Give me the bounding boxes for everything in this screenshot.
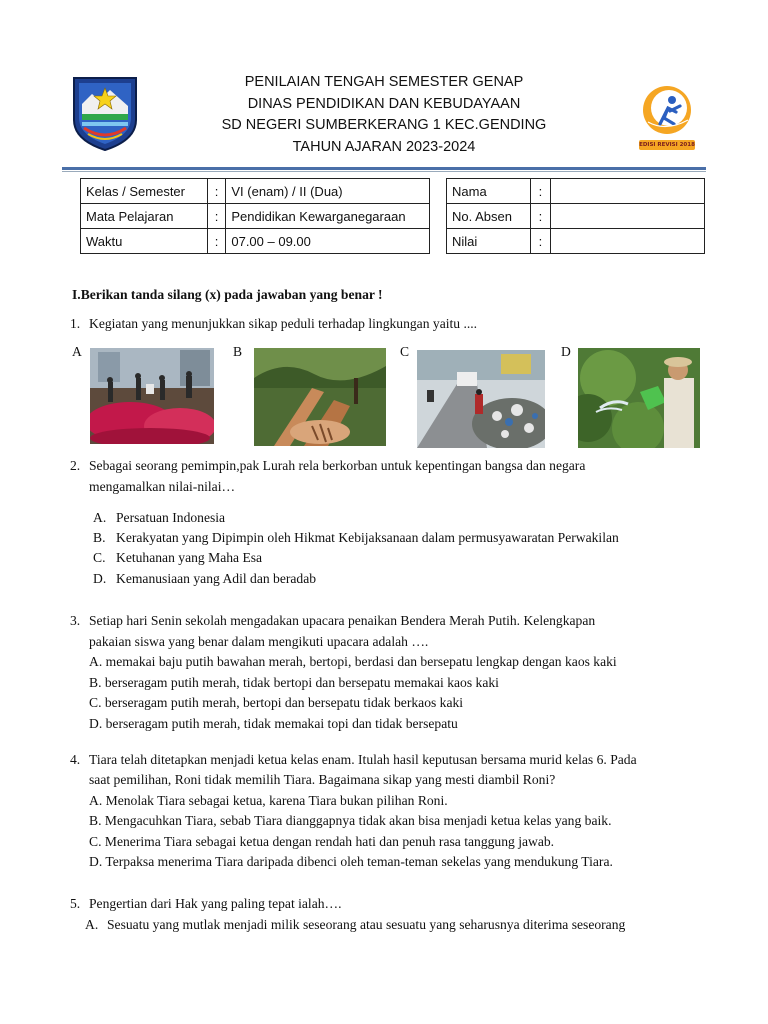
q3-option-c[interactable]: C. berseragam putih merah, bertopi dan bersepatu tidak berkaos kaki bbox=[89, 695, 464, 710]
info-label: Mata Pelajaran bbox=[81, 204, 208, 229]
q2-option-b-letter[interactable]: B. bbox=[93, 530, 106, 545]
edisi-revisi-badge: EDISI REVISI 2018 bbox=[639, 142, 695, 148]
header-line-2: DINAS PENDIDIKAN DAN KEBUDAYAAN bbox=[247, 95, 521, 112]
info-row-nama bbox=[447, 179, 705, 204]
q2-option-b[interactable]: Kerakyatan yang Dipimpin oleh Hikmat Kebijaksanaan dalam permusyawaratan Perwakilan bbox=[116, 530, 619, 545]
kurikulum-logo bbox=[636, 84, 698, 154]
student-info-table-right bbox=[446, 178, 705, 254]
q2-option-a[interactable]: Persatuan Indonesia bbox=[116, 510, 226, 525]
q3-number: 3. bbox=[70, 613, 81, 628]
q3-line-2: pakaian siswa yang benar dalam mengikuti upacara adalah …. bbox=[89, 634, 429, 649]
q3-option-a[interactable]: A. memakai baju putih bawahan merah, bertopi, berdasi dan bersepatu lengkap dengan kaos kaki bbox=[89, 654, 617, 669]
q4-option-d[interactable]: D. Terpaksa menerima Tiara daripada dibenci oleh teman-teman sekelas yang mendukung Tiara. bbox=[89, 854, 613, 869]
header-line-3: SD NEGERI SUMBERKERANG 1 KEC.GENDING bbox=[221, 117, 547, 133]
q4-option-a[interactable]: A. Menolak Tiara sebagai ketua, karena Tiara bukan pilihan Roni. bbox=[89, 793, 448, 808]
q1-image-b-felled-trees[interactable] bbox=[254, 348, 386, 446]
q4-number: 4. bbox=[70, 752, 81, 767]
q1-option-label-d: D bbox=[561, 344, 571, 359]
info-label: Nama bbox=[447, 179, 531, 204]
header-line-1: PENILAIAN TENGAH SEMESTER GENAP bbox=[244, 74, 524, 90]
header-line-4: TAHUN AJARAN 2023-2024 bbox=[292, 138, 476, 155]
q1-image-c-trash-road[interactable] bbox=[417, 350, 545, 448]
q2-option-d-letter[interactable]: D. bbox=[93, 571, 107, 586]
q4-line-1: Tiara telah ditetapkan menjadi ketua kelas enam. Itulah hasil keputusan bersama murid kelas 6. Pada bbox=[89, 752, 637, 767]
q3-line-1: Setiap hari Senin sekolah mengadakan upacara penaikan Bendera Merah Putih. Kelengkapan bbox=[89, 613, 596, 628]
q3-option-b[interactable]: B. berseragam putih merah, tidak bertopi dan bersepatu memakai kaos kaki bbox=[89, 675, 499, 690]
q1-option-label-b: B bbox=[233, 344, 243, 359]
q5-text: Pengertian dari Hak yang paling tepat ialah…. bbox=[89, 896, 342, 911]
info-row-nilai bbox=[447, 229, 705, 254]
info-label: Nilai bbox=[447, 229, 531, 254]
student-info-table-left bbox=[80, 178, 430, 254]
q2-option-d[interactable]: Kemanusiaan yang Adil dan beradab bbox=[116, 571, 317, 586]
info-label: Kelas / Semester bbox=[81, 179, 208, 204]
info-value: VI (enam) / II (Dua) bbox=[226, 179, 430, 204]
q4-option-b[interactable]: B. Mengacuhkan Tiara, sebab Tiara dianggapnya tidak akan bisa menjadi ketua kelas yang baik. bbox=[89, 813, 612, 828]
header-divider bbox=[62, 167, 706, 170]
q2-option-a-letter[interactable]: A. bbox=[93, 510, 107, 525]
q2-option-c[interactable]: Ketuhanan yang Maha Esa bbox=[116, 550, 263, 565]
info-row-mapel bbox=[81, 204, 430, 229]
q1-number: 1. bbox=[70, 316, 81, 331]
info-row-absen bbox=[447, 204, 705, 229]
info-value: Pendidikan Kewarganegaraan bbox=[226, 204, 430, 229]
nama-field[interactable] bbox=[550, 179, 704, 204]
kurikulum-emblem-icon bbox=[636, 84, 698, 140]
q2-line-1: Sebagai seorang pemimpin,pak Lurah rela berkorban untuk kepentingan bangsa dan negara bbox=[89, 458, 586, 473]
q4-line-2: saat pemilihan, Roni tidak memilih Tiara. Bagaimana sikap yang mesti diambil Roni? bbox=[89, 772, 556, 787]
info-label: No. Absen bbox=[447, 204, 531, 229]
q3-option-d[interactable]: D. berseragam putih merah, tidak memakai topi dan tidak bersepatu bbox=[89, 716, 458, 731]
section-title: I.Berikan tanda silang (x) pada jawaban yang benar ! bbox=[72, 287, 383, 302]
q4-option-c[interactable]: C. Menerima Tiara sebagai ketua dengan rendah hati dan penuh rasa tanggung jawab. bbox=[89, 834, 555, 849]
q2-option-c-letter[interactable]: C. bbox=[93, 550, 106, 565]
info-value: 07.00 – 09.00 bbox=[226, 229, 430, 254]
info-colon: : bbox=[530, 229, 550, 254]
q1-image-a-people-garden[interactable] bbox=[90, 348, 214, 444]
header-divider-thin bbox=[62, 171, 706, 172]
q1-image-d-watering-plants[interactable] bbox=[578, 348, 700, 448]
info-colon: : bbox=[207, 204, 226, 229]
info-row-kelas bbox=[81, 179, 430, 204]
info-colon: : bbox=[207, 229, 226, 254]
q5-option-a-letter[interactable]: A. bbox=[85, 917, 99, 932]
q2-line-2: mengamalkan nilai-nilai… bbox=[89, 479, 236, 494]
info-label: Waktu bbox=[81, 229, 208, 254]
nilai-field[interactable] bbox=[550, 229, 704, 254]
info-colon: : bbox=[530, 179, 550, 204]
info-colon: : bbox=[207, 179, 226, 204]
absen-field[interactable] bbox=[550, 204, 704, 229]
q5-option-a[interactable]: Sesuatu yang mutlak menjadi milik seseorang atau sesuatu yang seharusnya diterima seseorang bbox=[107, 917, 626, 932]
q1-option-label-c: C bbox=[400, 344, 410, 359]
info-colon: : bbox=[530, 204, 550, 229]
q2-number: 2. bbox=[70, 458, 81, 473]
q5-number: 5. bbox=[70, 896, 81, 911]
q1-option-label-a: A bbox=[72, 344, 82, 359]
q1-text: Kegiatan yang menunjukkan sikap peduli terhadap lingkungan yaitu .... bbox=[89, 316, 478, 331]
info-row-waktu bbox=[81, 229, 430, 254]
